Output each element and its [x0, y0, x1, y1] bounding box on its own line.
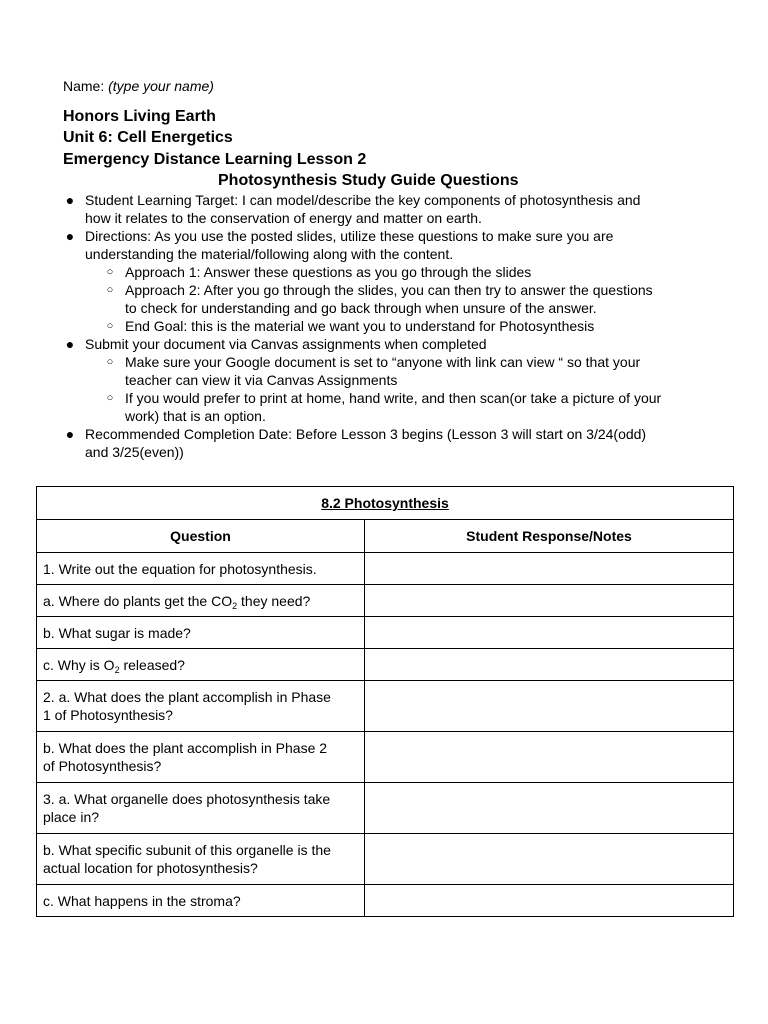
hollow-bullet-icon: ○: [106, 356, 114, 368]
response-cell[interactable]: [365, 617, 734, 649]
question-cell: 3. a. What organelle does photosynthesis take place in?: [37, 783, 365, 834]
bullet-icon: ●: [65, 228, 75, 244]
table-header-row: [37, 520, 734, 553]
table-row: [37, 585, 734, 617]
list-item-approach-2: ○ Approach 2: After you go through the slides, you can then try to answer the questions to check for understanding and go back through when unsure of the answer.: [63, 281, 723, 317]
question-cell: c. Why is $O_2$ released?: [37, 649, 365, 681]
hollow-bullet-icon: ○: [106, 266, 114, 278]
response-cell[interactable]: [365, 585, 734, 617]
hollow-bullet-icon: ○: [106, 392, 114, 404]
response-cell[interactable]: [365, 885, 734, 917]
name-label: Name:: [63, 78, 109, 94]
column-header-response: Student Response/Notes: [365, 520, 734, 553]
table-row: [37, 649, 734, 681]
question-cell: b. What does the plant accomplish in Phase 2 of Photosynthesis?: [37, 732, 365, 783]
response-cell[interactable]: [365, 732, 734, 783]
response-cell[interactable]: [365, 553, 734, 585]
unit-title: Unit 6: Cell Energetics: [63, 129, 233, 146]
name-placeholder[interactable]: (type your name): [108, 78, 214, 94]
question-cell: a. Where do plants get the $CO_2$ they need?: [37, 585, 365, 617]
bullet-icon: ●: [65, 192, 75, 208]
question-cell: 1. Write out the equation for photosynthesis.: [37, 553, 365, 585]
table-row: [37, 553, 734, 585]
list-item-approach-1: ○ Approach 1: Answer these questions as you go through the slides: [63, 263, 723, 281]
name-line: [63, 78, 214, 94]
table-row: [37, 617, 734, 649]
table-row: [37, 783, 734, 834]
question-cell: c. What happens in the stroma?: [37, 885, 365, 917]
response-cell[interactable]: [365, 834, 734, 885]
list-item-print-option: ○ If you would prefer to print at home, hand write, and then scan(or take a picture of your work) that is an option.: [63, 389, 723, 425]
list-item-end-goal: ○ End Goal: this is the material we want you to understand for Photosynthesis: [63, 317, 723, 335]
list-item-directions: ● Directions: As you use the posted slides, utilize these questions to make sure you are understanding the material/following along with the content.: [63, 227, 723, 263]
response-cell[interactable]: [365, 649, 734, 681]
bullet-icon: ●: [65, 426, 75, 442]
list-item-submit: ● Submit your document via Canvas assignments when completed: [63, 335, 723, 353]
table-row: [37, 885, 734, 917]
table-row: [37, 681, 734, 732]
response-cell[interactable]: [365, 783, 734, 834]
list-item-share-settings: ○ Make sure your Google document is set to “anyone with link can view “ so that your teacher can view it via Canvas Assignments: [63, 353, 723, 389]
lesson-title: Emergency Distance Learning Lesson 2: [63, 151, 367, 168]
question-cell: 2. a. What does the plant accomplish in Phase 1 of Photosynthesis?: [37, 681, 365, 732]
table-title-row: [37, 487, 734, 520]
page-title: Photosynthesis Study Guide Questions: [218, 172, 519, 189]
study-guide-table: [36, 486, 734, 917]
instructions-list: [63, 191, 723, 461]
list-item-learning-target: ● Student Learning Target: I can model/describe the key components of photosynthesis and how it relates to the conservation of energy and matter on earth.: [63, 191, 723, 227]
bullet-icon: ●: [65, 336, 75, 352]
question-cell: b. What specific subunit of this organelle is the actual location for photosynthesis?: [37, 834, 365, 885]
table-row: [37, 732, 734, 783]
table-row: [37, 834, 734, 885]
question-cell: b. What sugar is made?: [37, 617, 365, 649]
table-title: 8.2 Photosynthesis: [37, 487, 734, 520]
hollow-bullet-icon: ○: [106, 320, 114, 332]
course-title: Honors Living Earth: [63, 108, 216, 125]
response-cell[interactable]: [365, 681, 734, 732]
list-item-completion-date: ● Recommended Completion Date: Before Lesson 3 begins (Lesson 3 will start on 3/24(odd) and 3/25(even)): [63, 425, 723, 461]
hollow-bullet-icon: ○: [106, 284, 114, 296]
column-header-question: Question: [37, 520, 365, 553]
